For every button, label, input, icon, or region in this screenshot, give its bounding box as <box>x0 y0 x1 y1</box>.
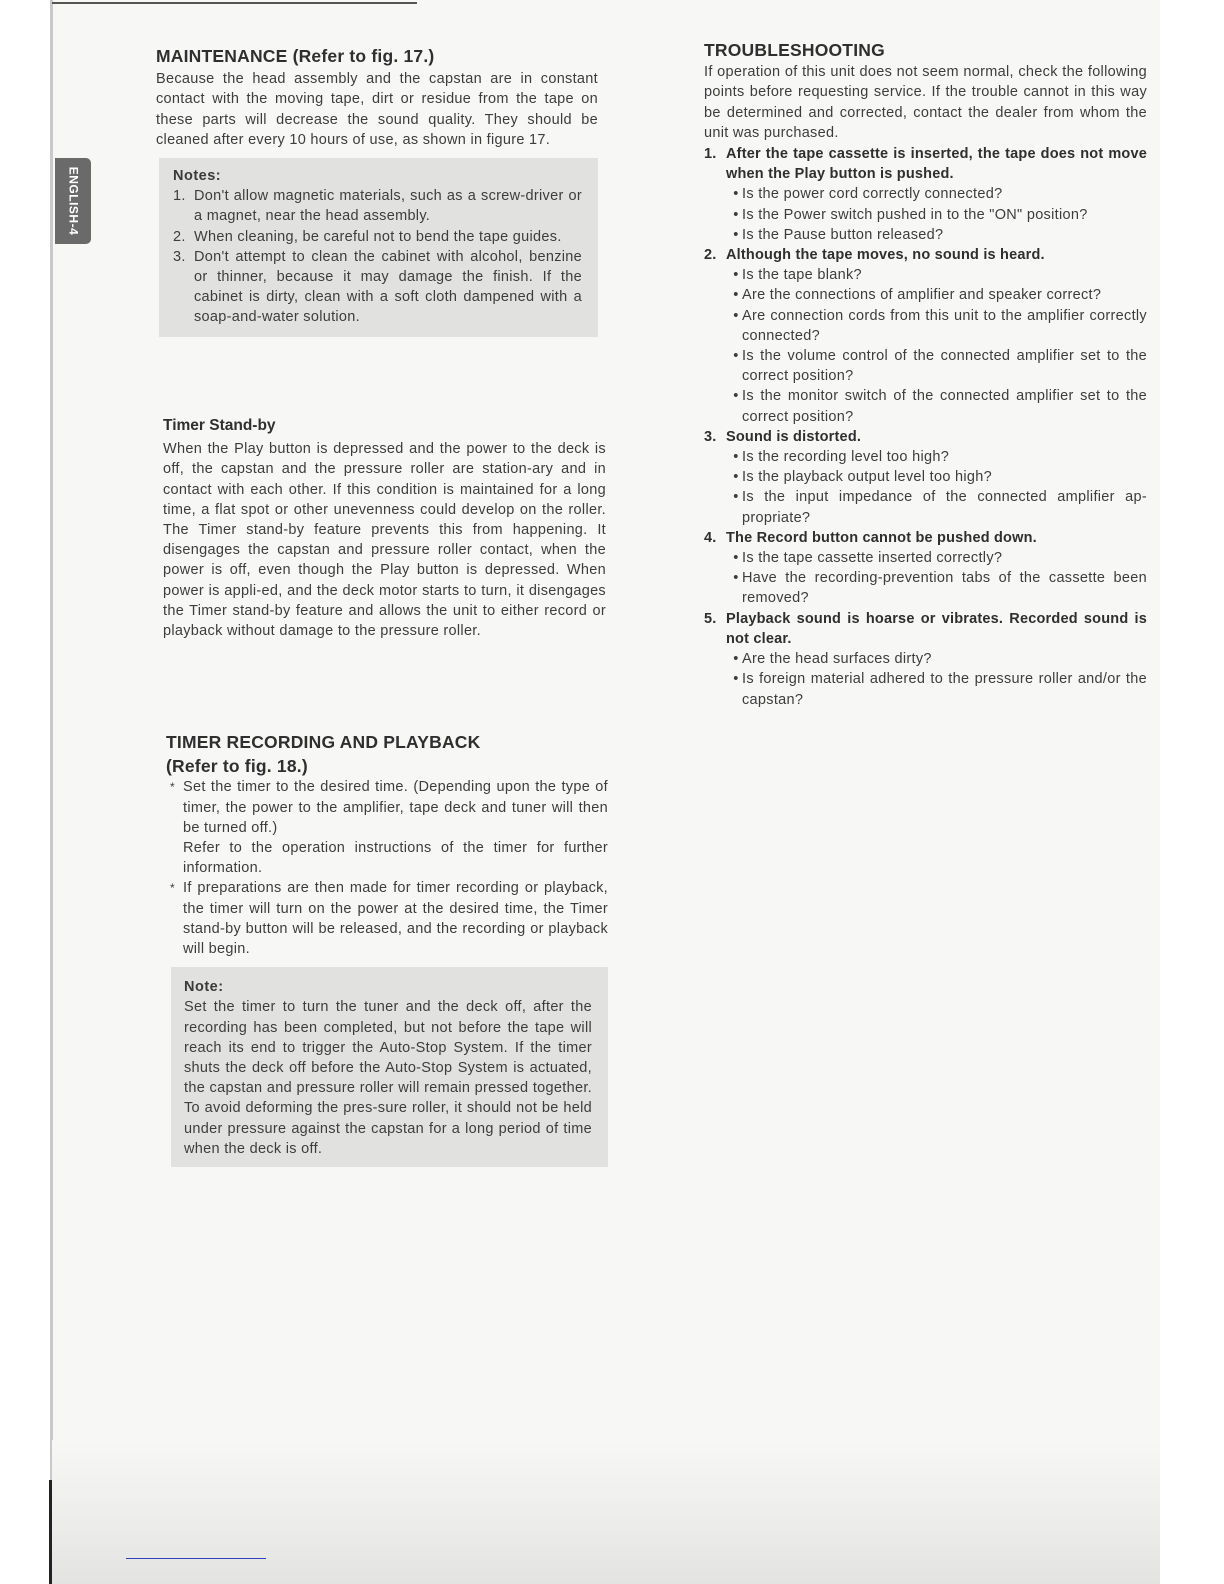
trouble-check-text: Is the playback output level too high? <box>742 469 993 486</box>
note-number: 2. <box>173 228 186 245</box>
trouble-question <box>704 245 1147 265</box>
trouble-number: 5. <box>704 610 717 627</box>
footer-rule <box>126 1558 266 1559</box>
maintenance-title: MAINTENANCE (Refer to fig. 17.) <box>156 46 435 66</box>
bullet-mark: • <box>733 226 739 243</box>
bullet-mark: • <box>733 307 739 324</box>
note-text: Don't allow magnetic materials, such as a screw-driver or a magnet, near the head assembly. <box>194 188 582 225</box>
timer-recording-title: TIMER RECORDING AND PLAYBACK <box>166 732 481 752</box>
timer-step-text <box>183 878 608 959</box>
maintenance-body: Because the head assembly and the capstan are in constant contact with the moving tape, dirt or residue from the tape on these parts will decrease the sound quality. They should be cleaned after every 10 hours of use, as shown in figure 17. <box>156 71 598 148</box>
trouble-number: 3. <box>704 428 717 445</box>
trouble-check-text: Is the recording level too high? <box>742 449 950 466</box>
timer-note-box <box>171 967 608 1167</box>
timer-recording-section <box>166 732 608 1167</box>
note-item <box>173 227 582 247</box>
timer-step-main: If preparations are then made for timer recording or playback, the timer will turn on the power at the desired time, the Timer stand-by button will be released, and the recording or playback will begin. <box>183 880 608 958</box>
bullet-mark: • <box>733 186 739 203</box>
bullet-mark: • <box>733 388 739 405</box>
timer-steps <box>170 777 608 959</box>
language-tab <box>55 158 91 244</box>
trouble-check-text: Is the Pause button released? <box>742 226 944 243</box>
trouble-check <box>730 285 1147 305</box>
trouble-question <box>704 427 1147 447</box>
note-item <box>173 186 582 226</box>
timer-step <box>170 878 608 959</box>
trouble-question-text: Although the tape moves, no sound is heard. <box>726 247 1045 264</box>
troubleshooting-title: TROUBLESHOOTING <box>704 40 885 60</box>
bottom-shadow <box>52 1440 1160 1584</box>
trouble-check-text: Have the recording-prevention tabs of the cassette been removed? <box>742 570 1147 607</box>
bullet-mark: • <box>733 550 739 567</box>
timer-standby-section <box>163 416 606 641</box>
bullet-mark: • <box>733 469 739 486</box>
trouble-check-text: Is the input impedance of the connected amplifier ap-propriate? <box>742 489 1147 526</box>
bullet-mark: • <box>733 570 739 587</box>
timer-standby-body: When the Play button is depressed and the power to the deck is off, the capstan and the pressure roller are station-ary and in contact with each other. If this condition is maintained for a long time, a flat spot or other unevenness could develop on the roller. The Timer stand-by feature prevents this from happening. It disengages the capstan and pressure roller contact, when the power is off, even though the Play button is depressed. When power is appli-ed, and the deck motor starts to turn, it disengages the Timer stand-by feature and allows the unit to either record or playback without damage to the pressure roller. <box>163 441 606 640</box>
timer-step-extra: Refer to the operation instructions of the timer for further information. <box>183 840 608 877</box>
trouble-check <box>730 346 1147 386</box>
timer-note-body: Set the timer to turn the tuner and the deck off, after the recording has been completed, but not before the tape will reach its end to trigger the Auto-Stop System. If the timer shuts the deck off before the Auto-Stop System is actuated, the capstan and pressure roller will remain pressed together. To avoid deforming the pres-sure roller, it should not be held under pressure against the capstan for a long period of time when the deck is off. <box>184 999 592 1157</box>
trouble-check-text: Are the head surfaces dirty? <box>742 651 932 668</box>
troubleshooting-intro: If operation of this unit does not seem normal, check the following points before requesting service. If the trouble cannot in this way be determined and corrected, contact the dealer from whom the unit was purchased. <box>704 64 1147 141</box>
timer-note-title: Note: <box>184 979 224 996</box>
trouble-check <box>730 306 1147 346</box>
trouble-check-text: Is the Power switch pushed in to the "ON" position? <box>742 206 1088 223</box>
bullet-mark: • <box>733 671 739 688</box>
bullet-mark: • <box>733 287 739 304</box>
trouble-number: 1. <box>704 146 717 163</box>
troubleshooting-list <box>704 144 1147 710</box>
troubleshooting-section <box>704 40 1147 710</box>
trouble-check <box>730 568 1147 608</box>
trouble-check-text: Is the power cord correctly connected? <box>742 186 1003 203</box>
maintenance-notes-box <box>159 158 598 337</box>
timer-step-text <box>183 777 608 878</box>
timer-recording-subtitle: (Refer to fig. 18.) <box>166 756 308 777</box>
trouble-question-text: Playback sound is hoarse or vibrates. Recorded sound is not clear. <box>726 610 1147 647</box>
asterisk-mark: * <box>170 881 175 896</box>
bullet-mark: • <box>733 489 739 506</box>
timer-standby-title: Timer Stand-by <box>163 417 276 434</box>
trouble-question <box>704 609 1147 649</box>
trouble-check <box>730 386 1147 426</box>
bullet-mark: • <box>733 449 739 466</box>
trouble-check <box>730 548 1147 568</box>
bullet-mark: • <box>733 267 739 284</box>
trouble-question <box>704 144 1147 184</box>
page-left-edge <box>50 0 53 1584</box>
trouble-question-text: After the tape cassette is inserted, the tape does not move when the Play button is pushed. <box>726 146 1147 183</box>
trouble-check-text: Are the connections of amplifier and speaker correct? <box>742 287 1102 304</box>
note-number: 1. <box>173 188 186 205</box>
trouble-number: 4. <box>704 529 717 546</box>
trouble-question-text: The Record button cannot be pushed down. <box>726 529 1037 546</box>
note-text: Don't attempt to clean the cabinet with alcohol, benzine or thinner, because it may damage the finish. If the cabinet is dirty, clean with a soft cloth dampened with a soap-and-water solution. <box>194 248 582 326</box>
bullet-mark: • <box>733 651 739 668</box>
trouble-check <box>730 184 1147 204</box>
trouble-check <box>730 225 1147 245</box>
trouble-check <box>730 205 1147 225</box>
trouble-check-text: Is the monitor switch of the connected amplifier set to the correct position? <box>742 388 1147 425</box>
timer-step-main: Set the timer to the desired time. (Depending upon the type of timer, the power to the amplifier, tape deck and tuner will then be turned off.) <box>183 779 608 836</box>
trouble-check-text: Is the tape blank? <box>742 267 862 284</box>
top-rule <box>52 2 417 4</box>
asterisk-mark: * <box>170 780 175 795</box>
bullet-mark: • <box>733 348 739 365</box>
trouble-check <box>730 669 1147 709</box>
trouble-check <box>730 265 1147 285</box>
timer-step <box>170 777 608 878</box>
trouble-question <box>704 528 1147 548</box>
trouble-check <box>730 447 1147 467</box>
bullet-mark: • <box>733 206 739 223</box>
notes-title: Notes: <box>173 168 222 185</box>
language-tab-label: ENGLISH-4 <box>66 166 81 236</box>
notes-list <box>173 186 582 327</box>
note-text: When cleaning, be careful not to bend the tape guides. <box>194 228 562 245</box>
trouble-question-text: Sound is distorted. <box>726 428 862 445</box>
note-number: 3. <box>173 248 186 265</box>
trouble-number: 2. <box>704 247 717 264</box>
trouble-check <box>730 467 1147 487</box>
trouble-check-text: Are connection cords from this unit to the amplifier correctly connected? <box>742 307 1147 344</box>
trouble-check-text: Is foreign material adhered to the pressure roller and/or the capstan? <box>742 671 1147 708</box>
trouble-check <box>730 649 1147 669</box>
maintenance-section <box>156 46 598 337</box>
trouble-check-text: Is the tape cassette inserted correctly? <box>742 550 1003 567</box>
note-item <box>173 247 582 328</box>
trouble-check-text: Is the volume control of the connected amplifier set to the correct position? <box>742 348 1147 385</box>
trouble-check <box>730 487 1147 527</box>
